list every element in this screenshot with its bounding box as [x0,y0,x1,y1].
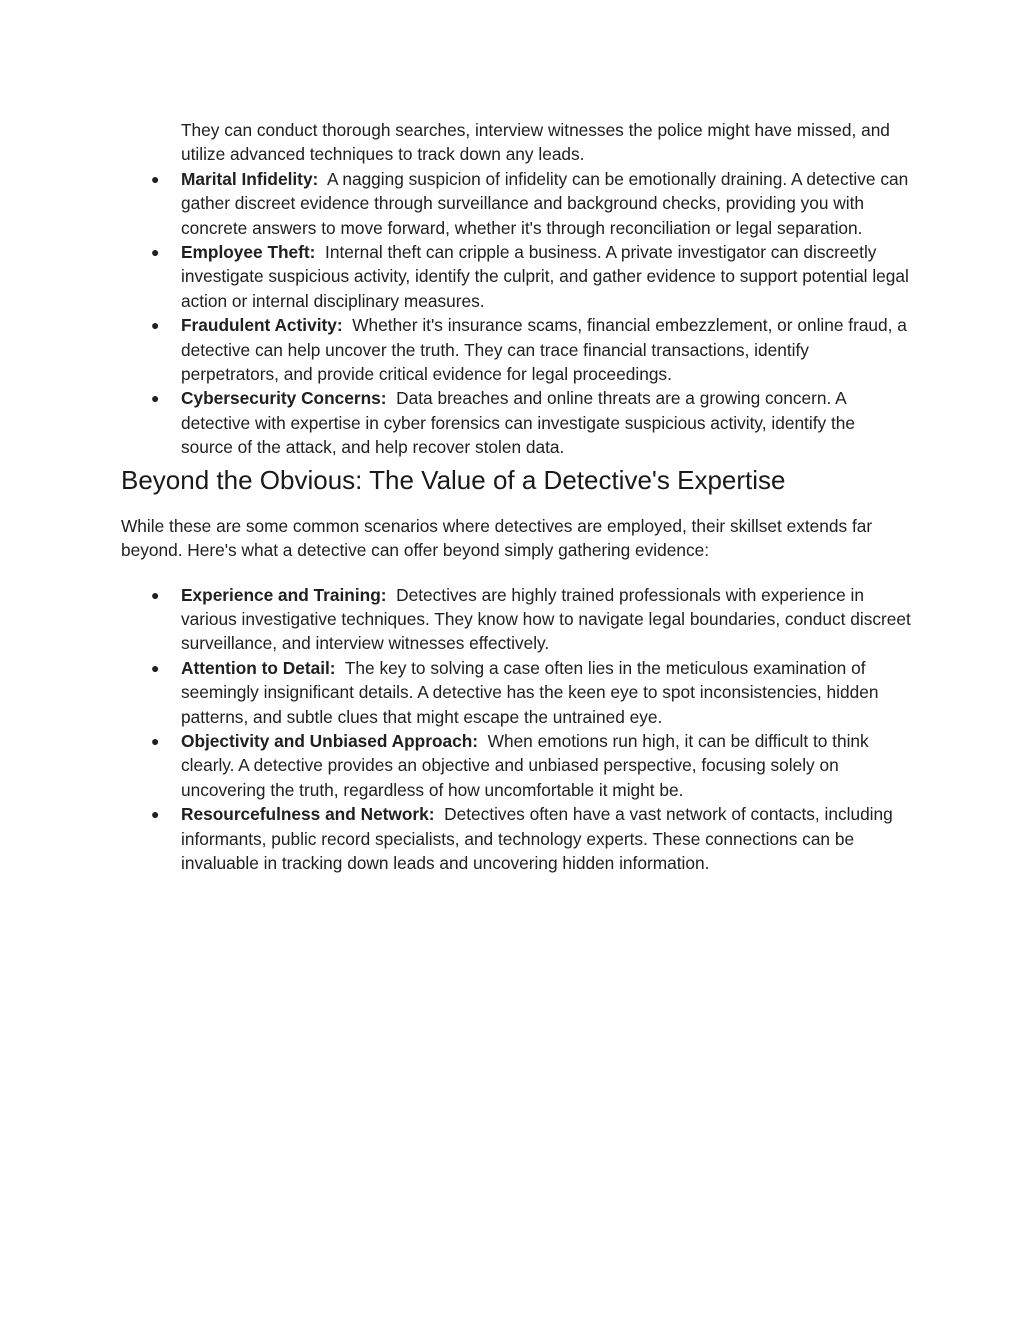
list-item [121,313,911,386]
list-item [121,583,911,656]
bullet-icon: ● [151,390,160,407]
list-item-term: Fraudulent Activity: [181,315,343,336]
list-item [121,729,911,802]
bullet-icon: ● [151,170,160,187]
list-item-text: Detectives often have a vast network of contacts, including informants, public record specialists, and technology experts. These connections can be invaluable in tracking down leads and uncovering hidden information. [181,804,893,873]
list-item-term: Resourcefulness and Network: [181,804,435,825]
list-item-term: Employee Theft: [181,242,316,263]
list-item [121,240,911,313]
list-item-text: Internal theft can cripple a business. A private investigator can discreetly investigate suspicious activity, identify the culprit, and gather evidence to support potential legal action or internal disciplinary measures. [181,242,909,311]
list-item-text: Data breaches and online threats are a growing concern. A detective with expertise in cyber forensics can investigate suspicious activity, identify the source of the attack, and help recover stolen data. [181,388,855,458]
bullet-icon: ● [151,317,160,334]
list-item-text: When emotions run high, it can be difficult to think clearly. A detective provides an objective and unbiased perspective, focusing solely on uncovering the truth, regardless of how uncomfortable it might be. [181,730,869,800]
list-item-text: A nagging suspicion of infidelity can be emotionally draining. A detective can gather discreet evidence through surveillance and background checks, providing you with concrete answers to move forward, whether it's through reconciliation or legal separation. [181,168,909,238]
bullet-icon: ● [151,586,160,603]
bullet-icon: ● [151,732,160,749]
list-item-term: Attention to Detail: [181,657,336,678]
list-item [121,656,911,729]
expertise-list [121,583,911,876]
list-item [121,802,911,875]
list-item [121,386,911,459]
bullet-icon: ● [151,659,160,676]
list-item-text: The key to solving a case often lies in the meticulous examination of seemingly insignificant details. A detective has the keen eye to spot inconsistencies, hidden patterns, and subtle clues that might escape the untrained eye. [181,657,879,727]
list-item-text: Whether it's insurance scams, financial embezzlement, or online fraud, a detective can help uncover the truth. They can trace financial transactions, identify perpetrators, and provide critical evidence for legal proceedings. [181,315,907,385]
document-body [121,118,911,875]
list-item-term: Cybersecurity Concerns: [181,388,387,409]
continuation-paragraph: They can conduct thorough searches, interview witnesses the police might have missed, and utilize advanced techniques to track down any leads. [181,120,890,165]
bullet-icon: ● [151,806,160,823]
intro-paragraph: While these are some common scenarios where detectives are employed, their skillset extends far beyond. Here's what a detective can offer beyond simply gathering evidence: [121,515,873,561]
section-heading: Beyond the Obvious: The Value of a Detective's Expertise [121,464,786,495]
bullet-icon: ● [151,244,160,261]
list-item-text: Detectives are highly trained professionals with experience in various investigative techniques. They know how to navigate legal boundaries, conduct discreet surveillance, and interview witnesses effectively. [181,584,911,654]
list-item-term: Experience and Training: [181,584,387,605]
list-item-term: Objectivity and Unbiased Approach: [181,730,479,751]
list-item-term: Marital Infidelity: [181,168,319,189]
scenario-list [121,167,911,460]
list-item [121,167,911,240]
